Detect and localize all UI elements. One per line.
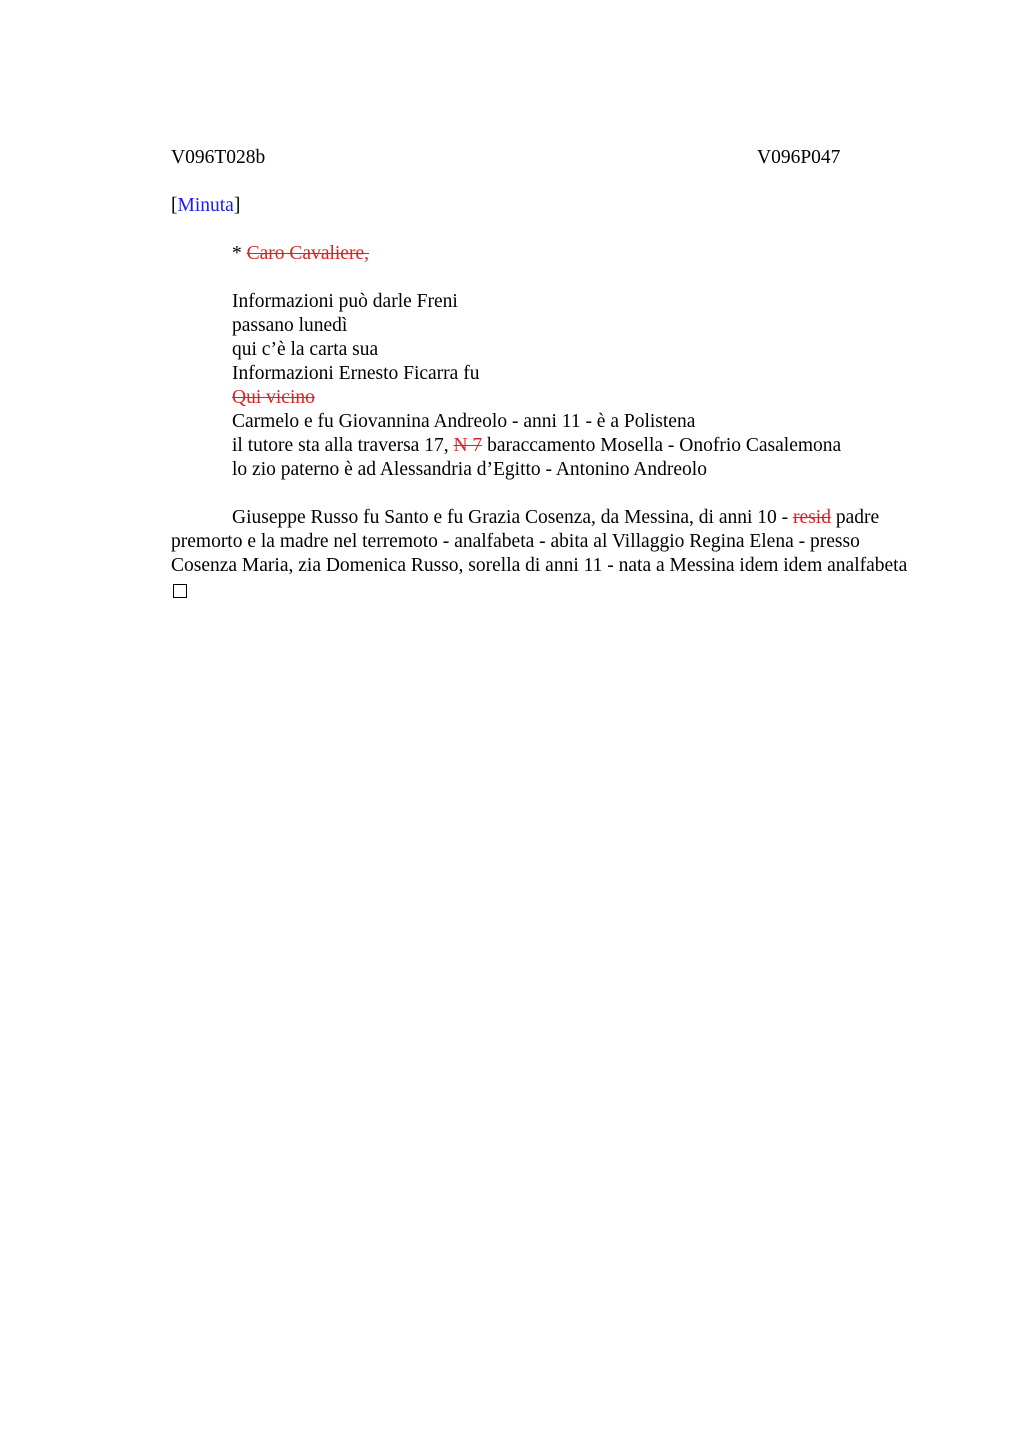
document-code: V096T028b [171, 147, 266, 168]
paragraph-text: padre premorto e la madre nel terremoto - analfabeta - abita al Villaggio Regina Elena - presso Cosenza Maria, zia Domenica Russo, sorella di anni 11 - nata a Messina idem idem analfabeta [171, 507, 908, 576]
deleted-text: Qui vicino [232, 387, 315, 408]
deleted-text: resid [793, 507, 831, 528]
deleted-note-line [232, 386, 931, 410]
note-text: baraccamento Mosella - Onofrio Casalemona [482, 435, 842, 456]
paragraph-text: Giuseppe Russo fu Santo e fu Grazia Cosenza, da Messina, di anni 10 - [232, 507, 794, 528]
note-line: Carmelo e fu Giovannina Andreolo - anni 11 - è a Polistena [232, 411, 696, 432]
salutation-asterisk: * [232, 243, 247, 264]
deleted-salutation: Caro Cavaliere, [246, 243, 369, 264]
notes-block [232, 290, 931, 482]
note-line: passano lunedì [232, 315, 348, 336]
note-line: lo zio paterno è ad Alessandria d’Egitto - Antonino Andreolo [232, 459, 707, 480]
note-line: qui c’è la carta sua [232, 339, 379, 360]
minuta-close-bracket: ] [233, 195, 241, 216]
note-line: Informazioni Ernesto Ficarra fu [232, 363, 480, 384]
minuta-open-bracket: [ [171, 195, 178, 216]
note-line: Informazioni può darle Freni [232, 291, 458, 312]
minuta-label-line [171, 194, 931, 218]
deleted-text: N 7 [453, 435, 483, 456]
note-line-with-deletion [232, 434, 931, 458]
minuta-label: Minuta [177, 195, 234, 216]
note-text: il tutore sta alla traversa 17, [232, 435, 454, 456]
page-header [171, 146, 931, 170]
end-of-document-box-icon [173, 584, 187, 598]
salutation-line [232, 242, 931, 266]
document-page [171, 146, 931, 598]
body-paragraph [171, 506, 923, 578]
page-code: V096P047 [757, 147, 841, 168]
